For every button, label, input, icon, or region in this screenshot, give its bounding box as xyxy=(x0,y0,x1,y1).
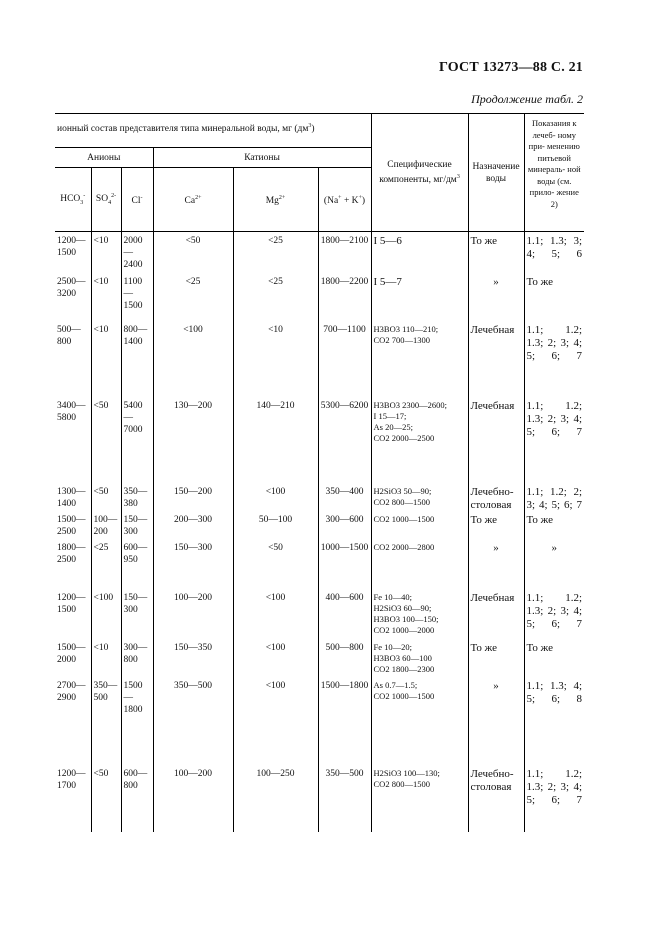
indications-header: Показания к лечеб- ному при- менению питьевой минераль- ной воды (см. прило- жение 2) xyxy=(524,114,584,232)
specific-cell: H3BO3 2300—2600; I 15—17; As 20—25; CO2 2000—2500 xyxy=(371,400,468,486)
cl-cell: 150— 300 xyxy=(121,514,153,542)
mg-cell: <25 xyxy=(233,232,318,276)
table-row xyxy=(55,486,584,514)
mg-cell: 100—250 xyxy=(233,768,318,832)
page-header: ГОСТ 13273—88 С. 21 xyxy=(439,60,583,75)
table-row xyxy=(55,592,584,642)
specific-cell: Fe 10—40; H2SiO3 60—90; H3BO3 100—150; CO2 1000—2000 xyxy=(371,592,468,642)
na-cell: 350—500 xyxy=(318,768,371,832)
specific-cell: H2SiO3 100—130; CO2 800—1500 xyxy=(371,768,468,832)
table-row xyxy=(55,768,584,832)
specific-cell: Fe 10—20; H3BO3 60—100 CO2 1800—2300 xyxy=(371,642,468,680)
ca-cell: <50 xyxy=(153,232,233,276)
indications-cell: 1.1; 1.2; 1.3; 2; 3; 4; 5; 6; 7 xyxy=(524,768,584,832)
ca-header: $Ca^{2+}$ xyxy=(153,168,233,232)
purpose-cell: » xyxy=(468,276,524,324)
purpose-cell: Лечебная xyxy=(468,400,524,486)
anions-header: Анионы xyxy=(55,148,153,168)
mg-cell: <100 xyxy=(233,486,318,514)
na-cell: 5300—6200 xyxy=(318,400,371,486)
purpose-cell: » xyxy=(468,680,524,768)
purpose-cell: Лечебно- столовая xyxy=(468,486,524,514)
specific-cell: I 5—7 xyxy=(371,276,468,324)
table-row xyxy=(55,514,584,542)
na-cell: 350—400 xyxy=(318,486,371,514)
cl-cell: 1500— 1800 xyxy=(121,680,153,768)
so4-cell: <10 xyxy=(91,324,121,400)
table-wrapper xyxy=(55,113,584,832)
table-row xyxy=(55,542,584,592)
so4-cell: 350— 500 xyxy=(91,680,121,768)
mg-cell: <100 xyxy=(233,592,318,642)
purpose-cell: То же xyxy=(468,642,524,680)
specific-cell: CO2 2000—2800 xyxy=(371,542,468,592)
na-cell: 1800—2200 xyxy=(318,276,371,324)
so4-cell: <100 xyxy=(91,592,121,642)
cations-header: Катионы xyxy=(153,148,371,168)
so4-cell: <10 xyxy=(91,642,121,680)
specific-cell: I 5—6 xyxy=(371,232,468,276)
purpose-cell: Лечебная xyxy=(468,592,524,642)
indications-cell: 1.1; 1.2; 1.3; 2; 3; 4; 5; 6; 7 xyxy=(524,592,584,642)
purpose-cell: Лечебная xyxy=(468,324,524,400)
indications-cell: 1.1; 1.3; 3; 4; 5; 6 xyxy=(524,232,584,276)
cl-cell: 1100— 1500 xyxy=(121,276,153,324)
hco3-header: $HCO_3^-$ xyxy=(55,168,91,232)
hco3-cell: 1200— 1500 xyxy=(57,236,86,258)
indications-cell: 1.1; 1.2; 1.3; 2; 3; 4; 5; 6; 7 xyxy=(524,324,584,400)
table-row xyxy=(55,680,584,768)
hco3-cell: 3400— 5800 xyxy=(57,400,86,423)
ca-cell: 130—200 xyxy=(153,400,233,486)
mg-cell: <25 xyxy=(233,276,318,324)
cl-cell: 300— 800 xyxy=(121,642,153,680)
cl-header: Cl- xyxy=(121,168,153,232)
indications-cell: 1.1; 1.3; 4; 5; 6; 8 xyxy=(524,680,584,768)
ca-cell: <100 xyxy=(153,324,233,400)
table-row xyxy=(55,276,584,324)
cl-cell: 800— 1400 xyxy=(121,324,153,400)
na-cell: 300—600 xyxy=(318,514,371,542)
specific-cell: H3BO3 110—210; CO2 700—1300 xyxy=(371,324,468,400)
so4-cell: <25 xyxy=(91,542,121,592)
indications-cell: 1.1; 1.2; 1.3; 2; 3; 4; 5; 6; 7 xyxy=(524,400,584,486)
ca-cell: 150—300 xyxy=(153,542,233,592)
na-cell: 700—1100 xyxy=(318,324,371,400)
ca-cell: 100—200 xyxy=(153,592,233,642)
cl-cell: 5400— 7000 xyxy=(121,400,153,486)
indications-cell: То же xyxy=(524,514,584,542)
indications-cell: То же xyxy=(524,276,584,324)
purpose-cell: То же xyxy=(468,232,524,276)
table-continuation-label: Продолжение табл. 2 xyxy=(471,92,583,106)
ion-group-label: ионный состав представителя типа минеральной воды, мг (дм xyxy=(57,124,309,135)
indications-cell: 1.1; 1.2; 2; 3; 4; 5; 6; 7 xyxy=(524,486,584,514)
mg-cell: <100 xyxy=(233,642,318,680)
cl-cell: 2000— 2400 xyxy=(121,232,153,276)
so4-cell: <50 xyxy=(91,768,121,832)
mineral-water-table xyxy=(55,113,584,832)
table-row xyxy=(55,324,584,400)
hco3-cell: 1200— 1700 xyxy=(57,768,86,791)
mg-cell: 50—100 xyxy=(233,514,318,542)
so4-cell: 100— 200 xyxy=(91,514,121,542)
purpose-cell: Лечебно- столовая xyxy=(468,768,524,832)
hco3-cell: 2500— 3200 xyxy=(57,276,86,299)
cl-cell: 600— 950 xyxy=(121,542,153,592)
specific-cell: CO2 1000—1500 xyxy=(371,514,468,542)
indications-cell: То же xyxy=(524,642,584,680)
hco3-cell: 1500— 2000 xyxy=(57,642,86,665)
table-row xyxy=(55,400,584,486)
cl-cell: 350— 380 xyxy=(121,486,153,514)
specific-cell: H2SiO3 50—90; CO2 800—1500 xyxy=(371,486,468,514)
purpose-cell: То же xyxy=(468,514,524,542)
hco3-cell: 500— 800 xyxy=(57,324,81,347)
so4-cell: <50 xyxy=(91,400,121,486)
ion-composition-header: ионный состав представителя типа минеральной воды, мг $(дм^3)$ xyxy=(55,114,371,148)
mg-cell: <50 xyxy=(233,542,318,592)
ca-cell: 350—500 xyxy=(153,680,233,768)
indications-cell: » xyxy=(524,542,584,592)
ca-cell: 200—300 xyxy=(153,514,233,542)
mg-cell: 140—210 xyxy=(233,400,318,486)
na-cell: 1500—1800 xyxy=(318,680,371,768)
hco3-cell: 1300— 1400 xyxy=(57,486,86,509)
specific-cell: As 0.7—1.5; CO2 1000—1500 xyxy=(371,680,468,768)
so4-cell: <10 xyxy=(91,232,121,276)
specific-components-header: Специфические компоненты, $мг/дм^3$ xyxy=(371,114,468,232)
ca-cell: <25 xyxy=(153,276,233,324)
na-cell: 1800—2100 xyxy=(318,232,371,276)
ca-cell: 100—200 xyxy=(153,768,233,832)
na-cell: 1000—1500 xyxy=(318,542,371,592)
purpose-cell: » xyxy=(468,542,524,592)
table-row xyxy=(55,232,584,276)
mg-cell: <100 xyxy=(233,680,318,768)
mg-header: $Mg^{2+}$ xyxy=(233,168,318,232)
hco3-cell: 2700— 2900 xyxy=(57,680,86,703)
cl-cell: 150— 300 xyxy=(121,592,153,642)
na-cell: 500—800 xyxy=(318,642,371,680)
purpose-header: Назначение воды xyxy=(468,114,524,232)
na-k-header: (Na+ + K+) xyxy=(318,168,371,232)
hco3-cell: 1200— 1500 xyxy=(57,592,86,615)
ca-cell: 150—200 xyxy=(153,486,233,514)
na-cell: 400—600 xyxy=(318,592,371,642)
so4-header: $SO_4^{2-}$ xyxy=(91,168,121,232)
hco3-cell: 1500— 2500 xyxy=(57,514,86,537)
mg-cell: <10 xyxy=(233,324,318,400)
table-body xyxy=(55,232,584,832)
so4-cell: <10 xyxy=(91,276,121,324)
table-row xyxy=(55,642,584,680)
so4-cell: <50 xyxy=(91,486,121,514)
ca-cell: 150—350 xyxy=(153,642,233,680)
cl-cell: 600— 800 xyxy=(121,768,153,832)
hco3-cell: 1800— 2500 xyxy=(57,542,86,565)
